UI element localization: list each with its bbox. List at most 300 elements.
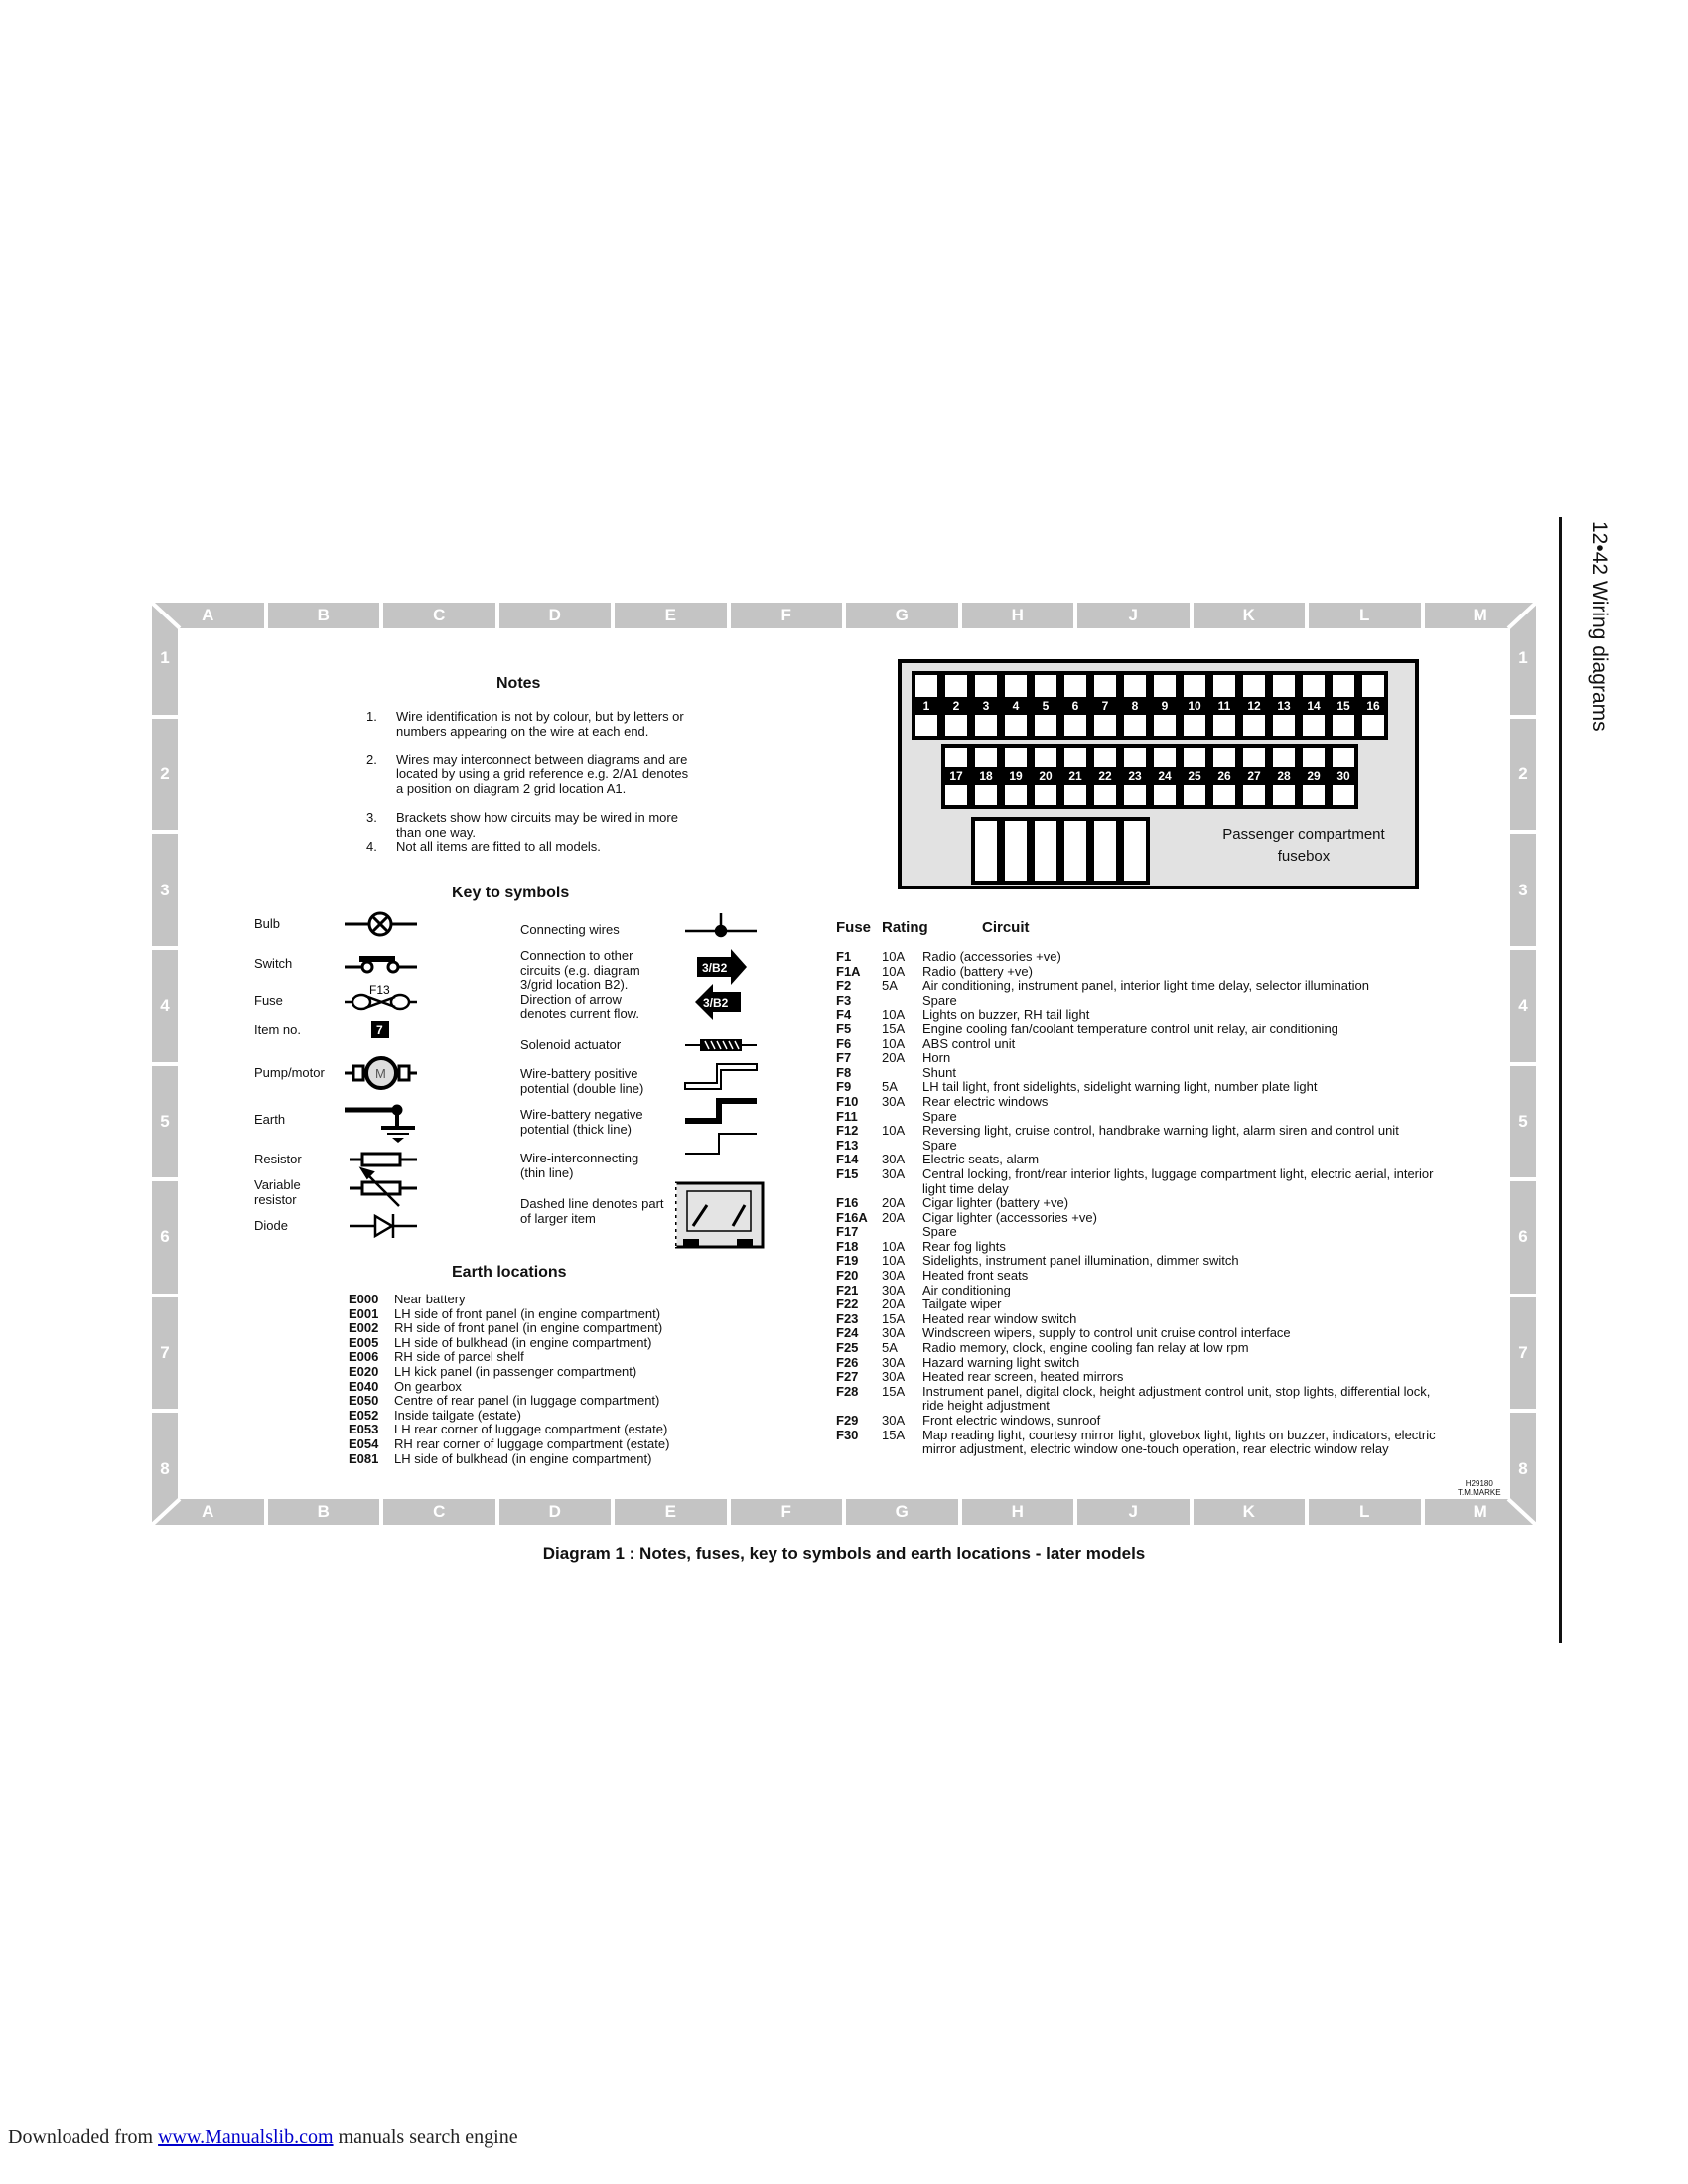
earth-location-row	[349, 1380, 669, 1395]
fuse-rating: 5A	[882, 1079, 898, 1095]
fuse-number: 4	[1001, 697, 1031, 715]
fuse-id: F18	[836, 1238, 859, 1254]
fuse-table-row	[836, 1429, 1439, 1457]
fuse-id: F4	[836, 1007, 852, 1023]
earth-location-row	[349, 1350, 669, 1365]
switch-icon	[345, 956, 417, 972]
fuse-number: 5	[1031, 697, 1060, 715]
key-label-right: Dashed line denotes part of larger item	[520, 1196, 664, 1226]
fuse-rating: 10A	[882, 1035, 906, 1051]
fusebox-label	[1199, 824, 1408, 868]
fuse-table-row	[836, 1196, 1439, 1211]
grid-row-5: 5	[152, 1066, 178, 1182]
ref-line1: H29180	[1465, 1479, 1493, 1488]
grid-row-4: 4	[1510, 950, 1536, 1066]
fuse-id: F9	[836, 1079, 852, 1095]
dashed-item-icon	[675, 1183, 763, 1248]
grid-column-H: H	[962, 1499, 1078, 1525]
fuse-id: F6	[836, 1035, 852, 1051]
fuse-circuit: Air conditioning	[922, 1282, 1011, 1297]
grid-row-3: 3	[152, 834, 178, 950]
fuse-id: F13	[836, 1137, 859, 1153]
note-item	[366, 840, 694, 855]
thick-line-icon	[685, 1101, 757, 1121]
arrow-left-label: 3/B2	[703, 996, 729, 1010]
fuse-slot-19	[1001, 744, 1031, 809]
grid-row-6: 6	[1510, 1181, 1536, 1297]
note-item	[366, 710, 694, 739]
fuse-table-row	[836, 1225, 1439, 1240]
fuse-circuit: Cigar lighter (battery +ve)	[922, 1195, 1069, 1211]
fuse-circuit: Central locking, front/rear interior lights, luggage compartment light, electric aerial, interior light time delay	[922, 1165, 1434, 1196]
fuse-slot-29	[1299, 744, 1329, 809]
key-symbols-left	[338, 903, 437, 1241]
earth-code: E000	[349, 1292, 379, 1306]
key-label-item-no-: Item no.	[254, 1023, 301, 1037]
grid-row-4: 4	[152, 950, 178, 1066]
fuse-circuit: Heated front seats	[922, 1268, 1029, 1284]
fuse-slot-7	[1090, 671, 1120, 740]
fuse-number: 14	[1299, 697, 1329, 715]
fuse-number: 10	[1180, 697, 1209, 715]
fuse-number: 9	[1150, 697, 1180, 715]
fuse-id: F16	[836, 1195, 859, 1211]
earth-desc: RH side of parcel shelf	[394, 1349, 524, 1365]
motor-symbol: M	[375, 1066, 386, 1081]
earth-desc: Centre of rear panel (in luggage compartment)	[394, 1393, 660, 1409]
fuse-table-row	[836, 1240, 1439, 1255]
ref-line2: T.M.MARKE	[1458, 1488, 1501, 1497]
fuse-rating	[882, 994, 922, 1009]
fuse-number: 1	[912, 697, 941, 715]
diagram-caption: Diagram 1 : Notes, fuses, key to symbols and earth locations - later models	[542, 1544, 1146, 1563]
earth-desc: LH side of bulkhead (in engine compartment)	[394, 1334, 652, 1350]
fuse-slot-5	[1031, 671, 1060, 740]
fusebox-label-line2: fusebox	[1277, 848, 1331, 865]
fuse-rating: 30A	[882, 1268, 906, 1284]
diode-icon	[350, 1214, 417, 1238]
footer	[8, 2126, 518, 2149]
fuse-slot-17	[941, 744, 971, 809]
earth-location-row	[349, 1423, 669, 1437]
footer-prefix: Downloaded from	[8, 2126, 154, 2148]
fuse-slot-18	[971, 744, 1001, 809]
fuse-table-row	[836, 1037, 1439, 1052]
fuse-rating	[882, 1110, 922, 1125]
fuse-number: 25	[1180, 767, 1209, 785]
fuse-circuit: Electric seats, alarm	[922, 1152, 1040, 1167]
fuse-circuit: Map reading light, courtesy mirror light, glovebox light, lights on buzzer, indicators, electric mirror adjustment, electric window one-touch operation, rear electric window relay	[922, 1427, 1436, 1457]
fuse-slot-8	[1120, 671, 1150, 740]
earth-desc: Near battery	[394, 1292, 466, 1306]
fuse-number: 18	[971, 767, 1001, 785]
earth-desc: RH side of front panel (in engine compartment)	[394, 1320, 663, 1336]
grid-column-K: K	[1194, 603, 1310, 628]
fuse-number: 15	[1329, 697, 1358, 715]
fuse-table-row	[836, 1297, 1439, 1312]
grid-row-8: 8	[160, 1458, 170, 1478]
fuse-number: 29	[1299, 767, 1329, 785]
fuse-table-row	[836, 1370, 1439, 1385]
earth-code: E054	[349, 1435, 379, 1451]
fuse-id: F11	[836, 1108, 858, 1124]
fuse-number: 8	[1120, 697, 1150, 715]
fuse-circuit: Air conditioning, instrument panel, interior light time delay, selector illumination	[922, 978, 1369, 994]
grid-column-C: C	[383, 1499, 499, 1525]
fuse-slot-14	[1299, 671, 1329, 740]
fuse-circuit: Radio (accessories +ve)	[922, 949, 1061, 964]
earth-desc: LH side of bulkhead (in engine compartment)	[394, 1450, 652, 1466]
grid-column-K: K	[1194, 1499, 1310, 1525]
fuse-symbol-label: F13	[369, 983, 390, 997]
fuse-circuit: Heated rear window switch	[922, 1310, 1077, 1326]
grid-column-E: E	[615, 603, 731, 628]
fuse-number: 28	[1269, 767, 1299, 785]
earth-title: Earth locations	[452, 1264, 567, 1281]
fuse-number: 27	[1239, 767, 1269, 785]
note-text: Wires may interconnect between diagrams and are located by using a grid reference e.g. 2/A1 denotes a position on diagram 2 grid location A1.	[396, 751, 689, 796]
fuse-rating	[882, 1066, 922, 1081]
fuse-number: 17	[941, 767, 971, 785]
relay-slot	[1120, 817, 1150, 885]
fuse-id: F1A	[836, 963, 861, 979]
grid-row-6: 6	[152, 1181, 178, 1297]
fuse-slot-27	[1239, 744, 1269, 809]
fuse-rating: 20A	[882, 1297, 906, 1312]
passenger-fusebox	[898, 659, 1419, 889]
key-label-earth: Earth	[254, 1112, 286, 1127]
fuse-rating: 30A	[882, 1369, 906, 1385]
fuse-slot-12	[1239, 671, 1269, 740]
fuse-slot-30	[1329, 744, 1358, 809]
key-label-variable-resistor: Variable resistor	[254, 1177, 301, 1207]
fuse-table-row	[836, 1066, 1439, 1081]
fuse-circuit: Hazard warning light switch	[922, 1354, 1080, 1370]
earth-location-row	[349, 1293, 669, 1307]
fuse-slot-1	[912, 671, 941, 740]
earth-desc: LH side of front panel (in engine compartment)	[394, 1305, 661, 1321]
note-item	[366, 811, 694, 840]
grid-column-G: G	[846, 1499, 962, 1525]
fuse-rating: 20A	[882, 1050, 906, 1066]
fuse-table-row	[836, 950, 1439, 965]
fuse-rating: 20A	[882, 1209, 906, 1225]
key-label-pump-motor: Pump/motor	[254, 1065, 325, 1080]
fusebox-label-line1: Passenger compartment	[1222, 826, 1385, 843]
fuse-circuit: Instrument panel, digital clock, height adjustment control unit, stop lights, differential lock, ride height adjustment	[922, 1383, 1431, 1414]
fuse-rating: 20A	[882, 1195, 906, 1211]
fuse-slot-25	[1180, 744, 1209, 809]
fuse-number: 19	[1001, 767, 1031, 785]
fuse-slot-6	[1060, 671, 1090, 740]
fuse-rating: 30A	[882, 1325, 906, 1341]
fuse-table-row	[836, 1312, 1439, 1327]
fuse-slot-9	[1150, 671, 1180, 740]
fuse-rating: 10A	[882, 1007, 906, 1023]
grid-row-1: 1	[152, 603, 178, 719]
earth-location-row	[349, 1365, 669, 1380]
key-label-right: Wire-interconnecting (thin line)	[520, 1151, 639, 1180]
fuse-circuit: Reversing light, cruise control, handbrake warning light, alarm siren and control unit	[922, 1123, 1399, 1139]
fuse-id: F29	[836, 1413, 859, 1428]
relay-slot	[1060, 817, 1090, 885]
grid-row-2: 2	[1510, 719, 1536, 835]
fuse-rating: 15A	[882, 1427, 906, 1442]
fuse-id: F3	[836, 992, 852, 1008]
fuse-number: 13	[1269, 697, 1299, 715]
earth-location-row	[349, 1307, 669, 1322]
fuse-number: 26	[1209, 767, 1239, 785]
grid-row-7: 7	[152, 1297, 178, 1414]
fuse-table-row	[836, 1269, 1439, 1284]
connecting-wires-icon	[685, 913, 757, 936]
fuse-slot-16	[1358, 671, 1388, 740]
relay-slot	[1031, 817, 1060, 885]
fuse-id: F20	[836, 1268, 859, 1284]
grid-column-G: G	[846, 603, 962, 628]
fuse-number: 3	[971, 697, 1001, 715]
earth-code: E053	[349, 1422, 379, 1437]
fuse-id: F5	[836, 1021, 852, 1036]
fuse-number: 22	[1090, 767, 1120, 785]
fuse-rating: 10A	[882, 1238, 906, 1254]
fuse-slot-21	[1060, 744, 1090, 809]
earth-code: E050	[349, 1393, 379, 1409]
earth-desc: Inside tailgate (estate)	[394, 1407, 521, 1423]
key-label-bulb: Bulb	[254, 916, 281, 931]
grid-column-C: C	[383, 603, 499, 628]
fuse-number: 30	[1329, 767, 1358, 785]
earth-code: E001	[349, 1305, 379, 1321]
fuse-rating: 30A	[882, 1152, 906, 1167]
fuse-table	[836, 950, 1439, 1457]
fuse-rating: 30A	[882, 1165, 906, 1181]
key-label-right: Solenoid actuator	[520, 1037, 622, 1052]
grid-column-A: A	[152, 603, 268, 628]
fuse-slot-28	[1269, 744, 1299, 809]
grid-column-D: D	[499, 1499, 616, 1525]
earth-location-row	[349, 1409, 669, 1424]
fuse-table-row	[836, 1356, 1439, 1371]
fuse-id: F27	[836, 1369, 859, 1385]
fuse-id: F15	[836, 1165, 859, 1181]
earth-desc: RH rear corner of luggage compartment (estate)	[394, 1435, 670, 1451]
note-text: Not all items are fitted to all models.	[396, 839, 601, 855]
page-section-header: 12•42 Wiring diagrams	[1588, 521, 1611, 732]
fuse-id: F10	[836, 1093, 859, 1109]
fuse-rating	[882, 1225, 922, 1240]
fuse-slot-26	[1209, 744, 1239, 809]
header-fuse: Fuse	[836, 919, 872, 936]
grid-row-2: 2	[152, 719, 178, 835]
earth-code: E002	[349, 1320, 379, 1336]
note-number: 2.	[366, 751, 377, 767]
relay-slot	[1090, 817, 1120, 885]
earth-desc: LH rear corner of luggage compartment (estate)	[394, 1422, 668, 1437]
fuse-rating: 10A	[882, 1123, 906, 1139]
earth-desc: On gearbox	[394, 1378, 462, 1394]
arrow-right-label: 3/B2	[702, 961, 728, 975]
manualslib-link[interactable]: www.Manualslib.com	[158, 2126, 334, 2148]
grid-column-M: M	[1473, 1502, 1487, 1521]
grid-column-E: E	[615, 1499, 731, 1525]
grid-column-L: L	[1309, 1499, 1425, 1525]
note-item	[366, 753, 694, 797]
grid-column-M: M	[1473, 606, 1487, 624]
bulb-icon	[345, 913, 417, 935]
note-text: Brackets show how circuits may be wired in more than one way.	[396, 810, 678, 840]
fuse-table-row	[836, 1414, 1439, 1429]
fuse-rating: 5A	[882, 1340, 898, 1356]
fuse-table-row	[836, 1167, 1439, 1196]
key-label-right: Wire-battery negative potential (thick line)	[520, 1107, 643, 1137]
fuse-circuit: Rear electric windows	[922, 1093, 1049, 1109]
fuse-table-row	[836, 965, 1439, 980]
fuse-number: 11	[1209, 697, 1239, 715]
fuse-table-row	[836, 1211, 1439, 1226]
earth-code: E020	[349, 1363, 379, 1379]
fuse-rating: 15A	[882, 1021, 906, 1036]
key-title: Key to symbols	[452, 885, 570, 901]
grid-column-L: L	[1309, 603, 1425, 628]
fuse-table-row	[836, 1023, 1439, 1037]
earth-code: E005	[349, 1334, 379, 1350]
variable-resistor-icon	[350, 1169, 417, 1206]
header-circuit: Circuit	[982, 919, 1030, 936]
resistor-icon	[350, 1154, 417, 1165]
key-label-switch: Switch	[254, 956, 293, 971]
fuse-slot-23	[1120, 744, 1150, 809]
fuse-id: F22	[836, 1297, 859, 1312]
fuse-id: F2	[836, 978, 852, 994]
fuse-number: 24	[1150, 767, 1180, 785]
grid-column-B: B	[268, 603, 384, 628]
grid-row-8: 8	[1518, 1458, 1528, 1478]
fuse-table-row	[836, 1110, 1439, 1125]
fuse-slot-24	[1150, 744, 1180, 809]
key-label-right: Connection to other circuits (e.g. diagram 3/grid location B2). Direction of arrow denotes current flow.	[520, 948, 640, 1022]
earth-desc: LH kick panel (in passenger compartment)	[394, 1363, 637, 1379]
fuse-slot-22	[1090, 744, 1120, 809]
fuse-number: 6	[1060, 697, 1090, 715]
earth-location-row	[349, 1452, 669, 1467]
thin-line-icon	[685, 1134, 757, 1154]
note-number: 1.	[366, 709, 377, 724]
fuse-rating: 30A	[882, 1093, 906, 1109]
fuse-rating: 30A	[882, 1354, 906, 1370]
grid-row-5: 5	[1510, 1066, 1536, 1182]
fuse-rating: 10A	[882, 949, 906, 964]
grid-column-H: H	[962, 603, 1078, 628]
fuse-id: F1	[836, 949, 852, 964]
fuse-rating: 10A	[882, 1253, 906, 1269]
fuse-circuit: Radio (battery +ve)	[922, 963, 1033, 979]
fuse-id: F12	[836, 1123, 859, 1139]
grid-column-F: F	[731, 1499, 847, 1525]
fuse-circuit: Tailgate wiper	[922, 1297, 1002, 1312]
grid-column-J: J	[1077, 1499, 1194, 1525]
fuse-rating: 30A	[882, 1282, 906, 1297]
fuse-number: 20	[1031, 767, 1060, 785]
relay-slot	[1001, 817, 1031, 885]
fuse-circuit: LH tail light, front sidelights, sidelight warning light, number plate light	[922, 1079, 1318, 1095]
fuse-circuit: Horn	[922, 1050, 951, 1066]
grid-column-B: B	[268, 1499, 384, 1525]
reference-code	[1458, 1479, 1501, 1497]
fuse-table-row	[836, 1095, 1439, 1110]
fuse-number: 21	[1060, 767, 1090, 785]
grid-column-A: A	[152, 1499, 268, 1525]
earth-location-row	[349, 1336, 669, 1351]
header-rating: Rating	[882, 919, 928, 936]
fuse-id: F24	[836, 1325, 859, 1341]
fuse-id: F23	[836, 1310, 859, 1326]
fuse-table-row	[836, 1051, 1439, 1066]
fuse-rating	[882, 1139, 922, 1154]
fuse-circuit: Windscreen wipers, supply to control unit cruise control interface	[922, 1325, 1291, 1341]
fuse-table-row	[836, 1385, 1439, 1414]
relay-slot	[971, 817, 1001, 885]
grid-column-J: J	[1077, 603, 1194, 628]
fuse-id: F17	[836, 1224, 859, 1240]
earth-code: E081	[349, 1450, 379, 1466]
key-label-diode: Diode	[254, 1218, 288, 1233]
fuse-slot-13	[1269, 671, 1299, 740]
fuse-circuit: Spare	[922, 1137, 957, 1153]
fuse-rating: 10A	[882, 963, 906, 979]
fuse-number: 23	[1120, 767, 1150, 785]
fuse-id: F8	[836, 1064, 852, 1080]
fuse-rating: 5A	[882, 978, 898, 994]
fuse-table-row	[836, 1153, 1439, 1167]
fuse-rating: 30A	[882, 1413, 906, 1428]
grid-column-F: F	[731, 603, 847, 628]
fuse-table-row	[836, 1284, 1439, 1298]
fuse-table-row	[836, 994, 1439, 1009]
double-line-icon	[685, 1064, 757, 1089]
fuse-table-header	[836, 919, 1030, 936]
fuse-number: 7	[1090, 697, 1120, 715]
fuse-circuit: Rear fog lights	[922, 1238, 1006, 1254]
fuse-circuit: Sidelights, instrument panel illumination, dimmer switch	[922, 1253, 1239, 1269]
grid-row-1: 1	[1510, 603, 1536, 719]
fuse-id: F28	[836, 1383, 859, 1399]
earth-code: E052	[349, 1407, 379, 1423]
fuse-circuit: ABS control unit	[922, 1035, 1016, 1051]
fuse-id: F16A	[836, 1209, 868, 1225]
fuse-id: F30	[836, 1427, 859, 1442]
earth-location-row	[349, 1437, 669, 1452]
note-text: Wire identification is not by colour, but by letters or numbers appearing on the wire at each end.	[396, 709, 684, 739]
fuse-rating: 15A	[882, 1383, 906, 1399]
key-label-right: Wire-battery positive potential (double line)	[520, 1066, 644, 1096]
earth-list	[349, 1293, 669, 1466]
fuse-circuit: Spare	[922, 992, 957, 1008]
note-number: 3.	[366, 810, 377, 826]
fuse-id: F7	[836, 1050, 852, 1066]
fuse-slot-20	[1031, 744, 1060, 809]
fuse-table-row	[836, 1124, 1439, 1139]
grid-row-7: 7	[1510, 1297, 1536, 1414]
footer-suffix: manuals search engine	[338, 2126, 518, 2148]
earth-icon	[345, 1105, 415, 1143]
fuse-table-row	[836, 1139, 1439, 1154]
fuse-slot-15	[1329, 671, 1358, 740]
fuse-rating: 15A	[882, 1310, 906, 1326]
earth-location-row	[349, 1394, 669, 1409]
note-number: 4.	[366, 839, 377, 855]
fuse-icon	[345, 995, 417, 1009]
